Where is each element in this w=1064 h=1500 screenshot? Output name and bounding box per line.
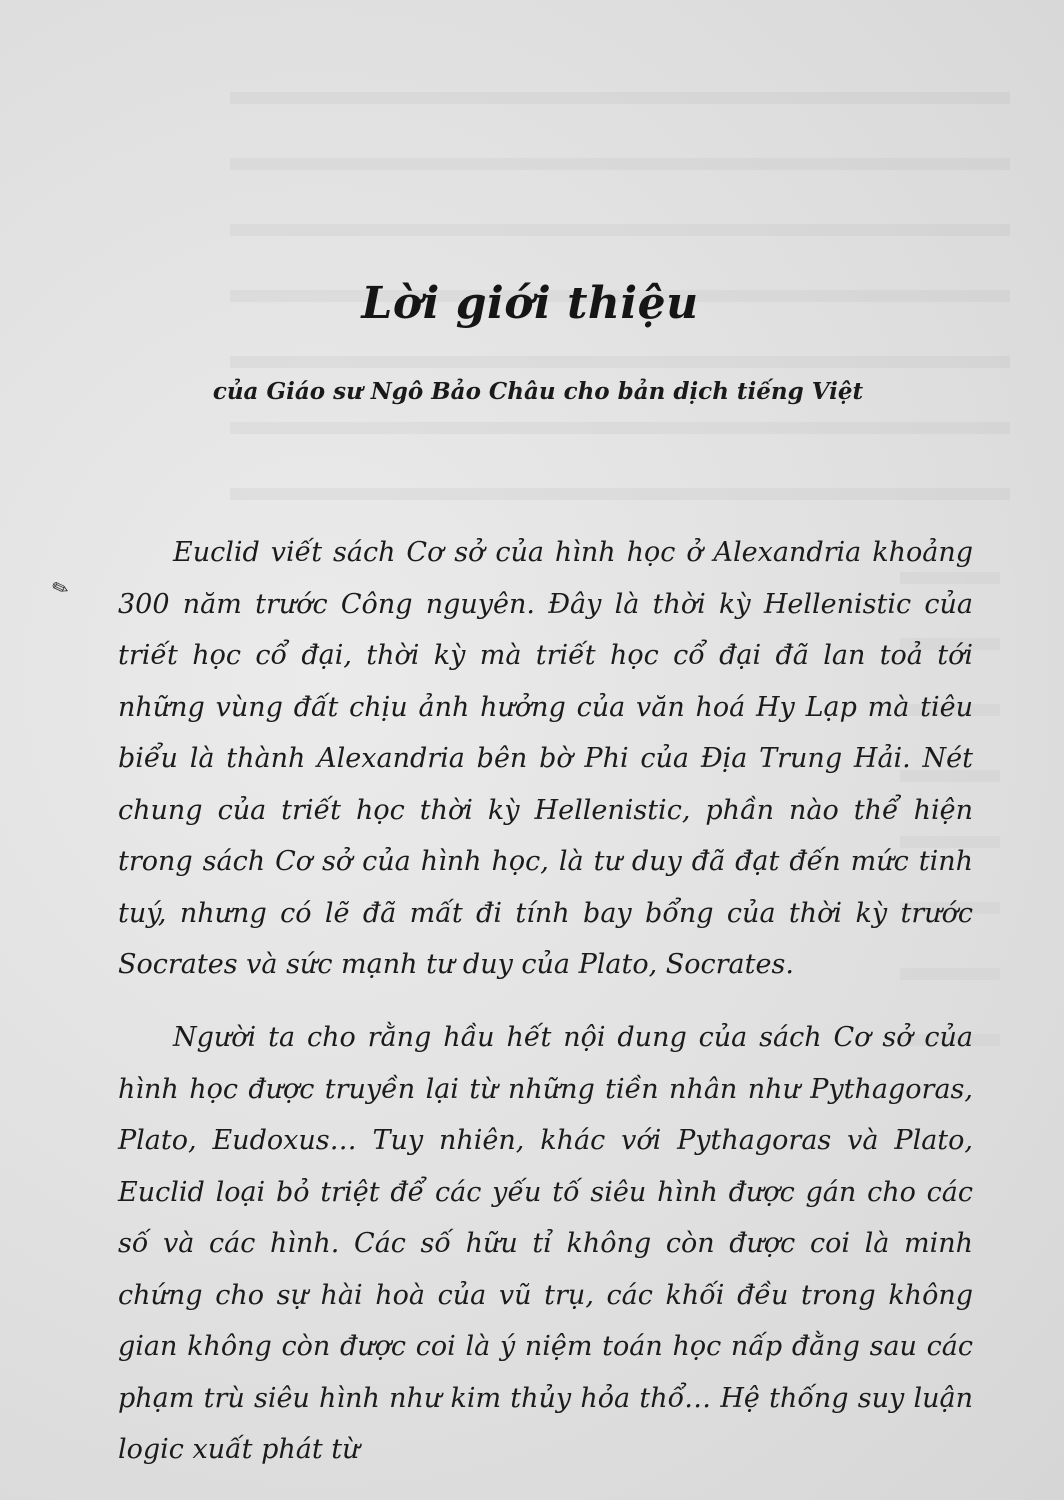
page-title: Lời giới thiệu [361,278,699,329]
pencil-mark-icon: ✎ [48,573,73,603]
paragraph-1: Euclid viết sách Cơ sở của hình học ở Alexandria khoảng 300 năm trước Công nguyên. Đây là thời kỳ Hellenistic của triết học cổ đại, thời kỳ mà triết học cổ đại đã lan toả tới những vùng đất chịu ảnh hưởng của văn hoá Hy Lạp mà tiêu biểu là thành Alexandria bên bờ Phi của Địa Trung Hải. Nét chung của triết học thời kỳ Hellenistic, phần nào thể hiện trong sách Cơ sở của hình học, là tư duy đã đạt đến mức tinh tuý, nhưng có lẽ đã mất đi tính bay bổng của thời kỳ trước Socrates và sức mạnh tư duy của Plato, Socrates. [118,537,973,980]
paragraph-2: Người ta cho rằng hầu hết nội dung của sách Cơ sở của hình học được truyền lại từ những tiền nhân như Pythagoras, Plato, Eudoxus… Tuy nhiên, khác với Pythagoras và Plato, Euclid loại bỏ triệt để các yếu tố siêu hình được gán cho các số và các hình. Các số hữu tỉ không còn được coi là minh chứng cho sự hài hoà của vũ trụ, các khối đều trong không gian không còn được coi là ý niệm toán học nấp đằng sau các phạm trù siêu hình như kim thủy hỏa thổ… Hệ thống suy luận logic xuất phát từ [118,1022,973,1465]
page-subtitle: của Giáo sư Ngô Bảo Châu cho bản dịch tiếng Việt [212,378,864,405]
show-through-text [230,40,1010,500]
